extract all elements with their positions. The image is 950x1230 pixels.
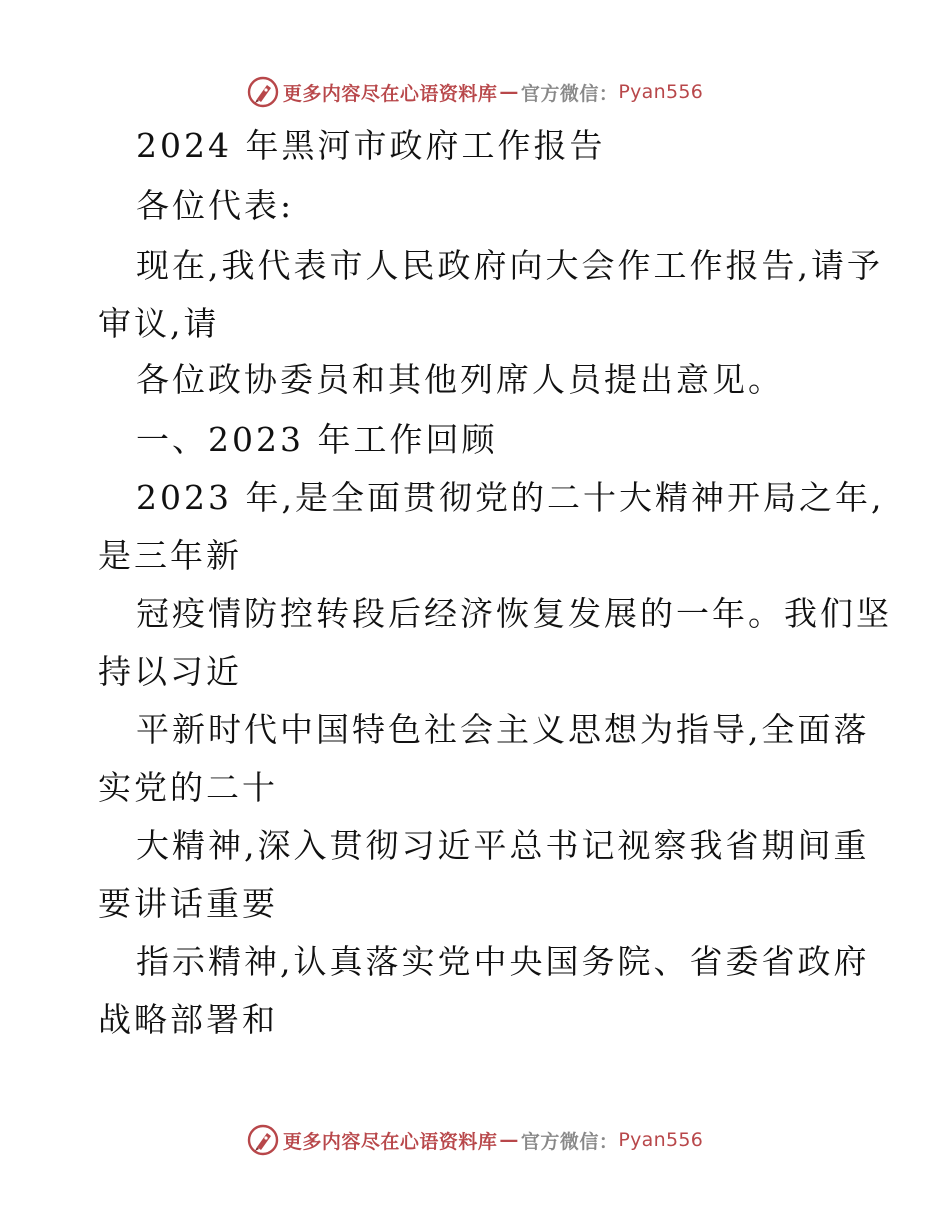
document-title: 2024 年黑河市政府工作报告 — [136, 126, 606, 165]
paragraph-line: 持以习近 — [98, 652, 242, 691]
paragraph-line: 各位政协委员和其他列席人员提出意见。 — [136, 360, 784, 399]
paragraph-line: 实党的二十 — [98, 768, 278, 807]
watermark-wechat-id: Pyan556 — [618, 1129, 704, 1151]
salutation-line: 各位代表: — [136, 186, 295, 225]
watermark-lead-text: 更多内容尽在心语资料库 — [282, 1130, 498, 1153]
paragraph-line: 冠疫情防控转段后经济恢复发展的一年。我们坚 — [136, 594, 892, 633]
watermark-wechat-label: 官方微信： — [520, 1130, 619, 1153]
fountain-pen-logo-icon — [247, 1124, 279, 1156]
header-watermark — [0, 72, 950, 112]
paragraph-line: 指示精神,认真落实党中央国务院、省委省政府 — [136, 942, 870, 981]
paragraph-line: 2023 年,是全面贯彻党的二十大精神开局之年, — [136, 478, 885, 517]
paragraph-line: 审议,请 — [98, 304, 220, 343]
paragraph-line: 战略部署和 — [98, 1000, 278, 1039]
watermark-dash: — — [499, 81, 519, 103]
paragraph-line: 平新时代中国特色社会主义思想为指导,全面落 — [136, 710, 870, 749]
paragraph-line: 要讲话重要 — [98, 884, 278, 923]
footer-watermark — [0, 1120, 950, 1160]
paragraph-line: 大精神,深入贯彻习近平总书记视察我省期间重 — [136, 826, 870, 865]
watermark-wechat-label: 官方微信： — [520, 82, 619, 105]
section-heading: 一、2023 年工作回顾 — [136, 420, 498, 459]
paragraph-line: 是三年新 — [98, 536, 242, 575]
watermark-lead-text: 更多内容尽在心语资料库 — [282, 82, 498, 105]
watermark-wechat-id: Pyan556 — [618, 81, 704, 103]
watermark-dash: — — [499, 1129, 519, 1151]
fountain-pen-logo-icon — [247, 76, 279, 108]
paragraph-line: 现在,我代表市人民政府向大会作工作报告,请予 — [136, 246, 883, 285]
